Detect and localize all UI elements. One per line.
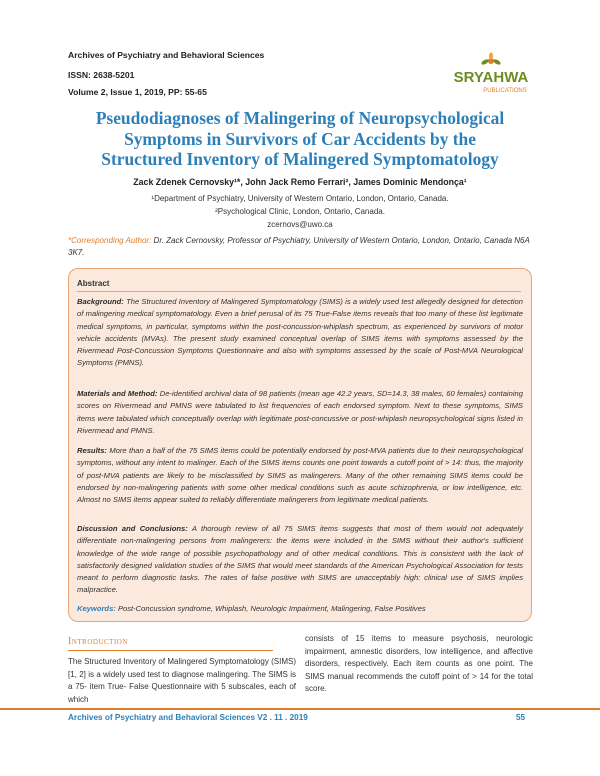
abstract-background [77,296,523,370]
journal-name: Archives of Psychiatry and Behavioral Sciences [68,50,265,60]
results-label: Results: [77,446,107,455]
corresponding-text: Dr. Zack Cernovsky, Professor of Psychiatry, University of Western Ontario, London, Ontario, Canada N6A 3K7. [68,236,530,257]
footer-divider [0,708,600,710]
abstract-divider [77,291,521,292]
introduction-right-column: consists of 15 items to measure psychosis, neurologic impairment, amnestic disorders, low intelligence, and affective disorders, respectively. Each item counts as one point. The SIMS manual recommends the cutoff point of > 14 for the total score. [305,634,533,694]
introduction-divider [68,650,273,651]
methods-text: De-identified archival data of 98 patients (mean age 42.2 years, SD=14.3, 38 males, 60 females) containing scores on Rivermead and PMNS were tabulated to list frequencies of each endorsed symptom. Next to these symptoms, SIMS items were tabulated which conceptually overlap with legitimate post-concussive or post-whiplash neuropsychological signs listed in Rivermead and PMNS. [77,389,523,435]
author-list: Zack Zdenek Cernovsky¹*, John Jack Remo Ferrari², James Dominic Mendonça¹ [133,177,467,187]
corresponding-author [68,235,538,259]
page-number: 55 [516,713,526,722]
volume-info: Volume 2, Issue 1, 2019, PP: 55-65 [68,87,207,97]
keywords-text: Post-Concussion syndrome, Whiplash, Neurologic Impairment, Malingering, False Positives [115,604,426,613]
affiliation-2: ²Psychological Clinic, London, Ontario, Canada. [215,207,385,216]
issn: ISSN: 2638-5201 [68,70,135,80]
background-label: Background: [77,297,124,306]
flower-icon [481,53,502,66]
logo-wordmark: SRYAHWA [453,69,529,86]
publisher-logo [445,52,537,100]
title-line-1: Pseudodiagnoses of Malingering of Neuropsychological [95,108,505,128]
affiliation-1: ¹Department of Psychiatry, University of Western Ontario, London, Ontario, Canada. [151,194,449,203]
results-text: More than a half of the 75 SIMS items could be potentially endorsed by post-MVA patients due to their neuropsychological symptoms, without any intent to malinger. Each of the SIMS items counts one point towards a cutoff point of > 14: thus, the majority of post-MVA patients are likely to be misclassified by SIMS as malingerers. Many of the other remaining SIMS items could be endorsed by non-malingering patients with some other medical conditions such as acute schizophrenia, or low intelligence, etc. Almost no SIMS items appear suited to reliably differentiate malingerers from legitimate medical patients. [77,446,523,505]
introduction-left-column: The Structured Inventory of Malingered Symptomatology (SIMS) [1, 2] is a widely used test to diagnose malingering. The SIMS is a 75- item True- False Questionnaire with 5 subscales, each of which [68,657,296,704]
methods-label: Materials and Method: [77,389,158,398]
footer-journal: Archives of Psychiatry and Behavioral Sciences V2 . 11 . 2019 [68,713,308,722]
title-line-2: Symptoms in Survivors of Car Accidents by the [124,128,476,149]
keywords-label: Keywords: [77,604,116,613]
abstract-methods [77,388,523,437]
discussion-text: A thorough review of all 75 SIMS items suggests that most of them would not adequately differentiate non-malingering persons from malingerers: the items were included in the SIMS without their author's sufficient knowledge of the wide range of possible psychopathology and of other medical conditions. This is consistent with the lack of satisfactorily designed validation studies of the SIMS that would meet standards of the American Psychological Association for tests meant to perform diagnostic tasks. The rates of false positive with SIMS are unacceptably high: clinical use of SIMS implies malpractice. [77,524,523,595]
logo-tagline: PUBLICATIONS [483,88,527,94]
discussion-label: Discussion and Conclusions: [77,524,188,533]
abstract-heading: Abstract [77,279,110,288]
abstract-discussion [77,523,523,597]
title-line-3: Structured Inventory of Malingered Symptomatology [101,149,499,169]
abstract-results [77,445,523,506]
corresponding-label: *Corresponding Author: [68,236,152,245]
keywords [77,604,523,613]
introduction-heading: Introduction [68,636,128,647]
article-title [60,108,540,170]
author-email[interactable]: zcernovs@uwo.ca [267,220,333,229]
background-text: The Structured Inventory of Malingered Symptomatology (SIMS) is a widely used test allegedly designed for detection of malingering medical symptomatology. Even a brief perusal of its 75 True-False items reveals that too many of these list legitimate medical symptoms, in particular, symptoms within the post-concussion-whiplash spectrum, as experienced by survivors of motor vehicle accidents (MVAs). The present study examined conceptual overlap of SIMS items with symptoms assessed by the Rivermead Post-Concussion Symptoms Questionnaire and also with symptoms assessed by the scale of Post-MVA Neurological Symptoms (PMNS). [77,297,523,368]
